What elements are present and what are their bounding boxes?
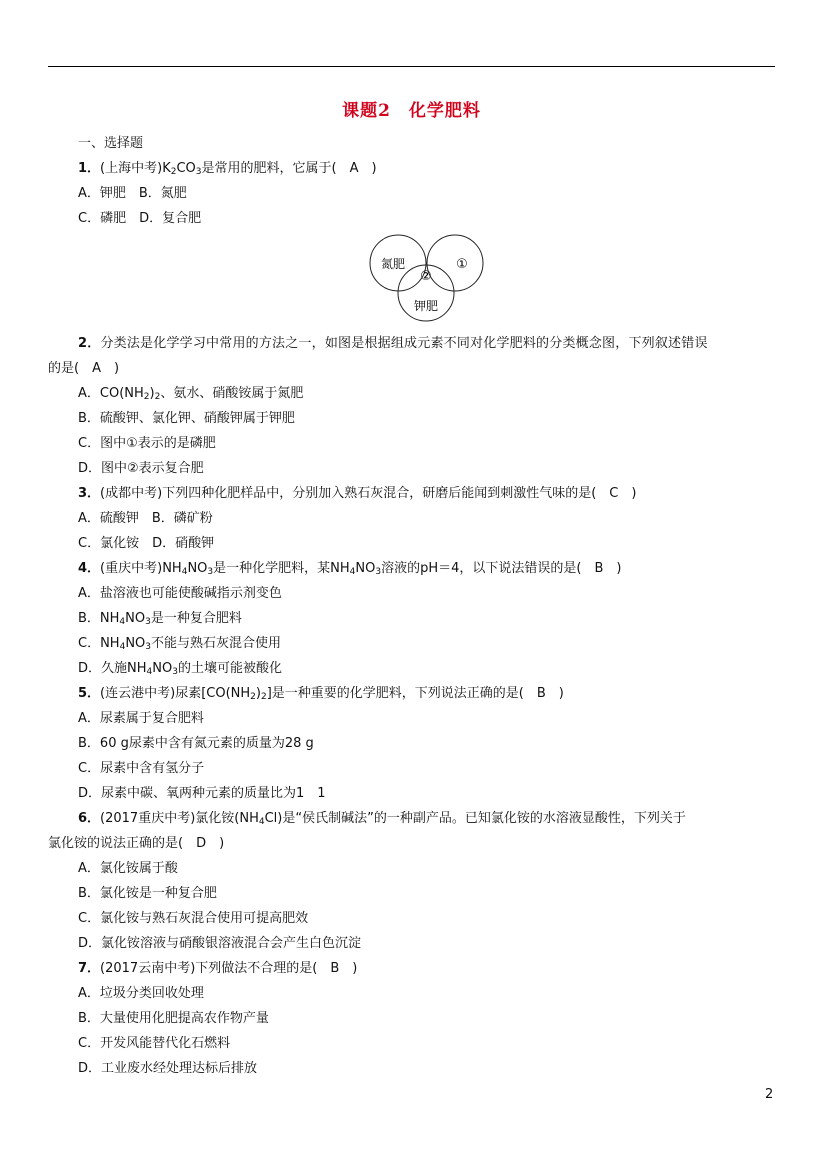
q4-option-c: C．$NH_4NO_3$不能与熟石灰混合使用 xyxy=(78,636,282,652)
q7-option-d: D．工业废水经处理达标后排放 xyxy=(78,1061,258,1076)
question-number: 6． xyxy=(78,811,101,826)
q5-option-a: A．尿素属于复合肥料 xyxy=(78,711,204,726)
question-number: 1． xyxy=(78,161,101,176)
phosphorus-circle xyxy=(427,235,483,291)
q4-option-a: A．盐溶液也可能使酸碱指示剂变色 xyxy=(78,586,282,601)
q1-options-ab: A．钾肥 B．氮肥 xyxy=(78,186,187,201)
question-4: 4．(重庆中考)$NH_4NO_3$是一种化学肥料，某$NH_4NO_3$溶液的pH＝4，以下说法错误的是( B ) xyxy=(78,561,622,577)
q2-option-d: D．图中②表示复合肥 xyxy=(78,461,204,476)
header-rule xyxy=(48,66,775,67)
question-5: 5．(连云港中考)尿素$[CO(NH_2)_2]$是一种重要的化学肥料，下列说法正确的是( B ) xyxy=(78,686,564,702)
q3-options-cd: C．氯化铵 D．硝酸钾 xyxy=(78,536,215,551)
section-heading: 一、选择题 xyxy=(78,136,144,151)
q5-option-b: B．60 g尿素中含有氮元素的质量为28 g xyxy=(78,736,314,751)
question-number: 2． xyxy=(78,336,101,351)
label-1: ① xyxy=(456,257,468,272)
q2-option-a: A．$CO(NH_2)_2$、氨水、硝酸铵属于氮肥 xyxy=(78,386,304,402)
q2-option-c: C．图中①表示的是磷肥 xyxy=(78,436,216,451)
fertilizer-venn-diagram xyxy=(368,230,488,330)
question-number: 7． xyxy=(78,961,101,976)
question-number: 4． xyxy=(78,561,101,576)
question-2: 2．分类法是化学学习中常用的方法之一，如图是根据组成元素不同对化学肥料的分类概念图，下列叙述错误 xyxy=(78,336,708,351)
q6-option-b: B．氯化铵是一种复合肥 xyxy=(78,886,217,901)
q7-option-a: A．垃圾分类回收处理 xyxy=(78,986,204,1001)
q5-option-c: C．尿素中含有氢分子 xyxy=(78,761,205,776)
q3-options-ab: A．硫酸钾 B．磷矿粉 xyxy=(78,511,213,526)
question-7: 7．(2017云南中考)下列做法不合理的是( B ) xyxy=(78,961,358,976)
question-3: 3．(成都中考)下列四种化肥样品中，分别加入熟石灰混合，研磨后能闻到刺激性气味的是( C ) xyxy=(78,486,637,501)
q6-option-d: D．氯化铵溶液与硝酸银溶液混合会产生白色沉淀 xyxy=(78,936,362,951)
q5-option-d: D．尿素中碳、氧两种元素的质量比为1 1 xyxy=(78,786,326,801)
q7-option-b: B．大量使用化肥提高农作物产量 xyxy=(78,1011,269,1026)
q6-option-a: A．氯化铵属于酸 xyxy=(78,861,178,876)
label-2: ② xyxy=(420,269,432,284)
question-6: 6．(2017重庆中考)氯化铵$(NH_4Cl)$是“侯氏制碱法”的一种副产品。已知氯化铵的水溶液显酸性，下列关于 xyxy=(78,811,686,827)
page-title: 课题2 化学肥料 xyxy=(342,101,481,121)
q4-option-d: D．久施$NH_4NO_3$的土壤可能被酸化 xyxy=(78,661,282,677)
question-number: 5． xyxy=(78,686,101,701)
question-1: 1．(上海中考)$K_2CO_3$是常用的肥料，它属于( A ) xyxy=(78,161,377,177)
page-number: 2 xyxy=(765,1087,774,1102)
label-potassium: 钾肥 xyxy=(413,299,439,313)
label-nitrogen: 氮肥 xyxy=(380,257,406,271)
q7-option-c: C．开发风能替代化石燃料 xyxy=(78,1036,231,1051)
q1-options-cd: C．磷肥 D．复合肥 xyxy=(78,211,202,226)
q6-option-c: C．氯化铵与熟石灰混合使用可提高肥效 xyxy=(78,911,309,926)
q2-option-b: B．硫酸钾、氯化钾、硝酸钾属于钾肥 xyxy=(78,411,295,426)
q2-stem-line2: 的是( A ) xyxy=(48,361,120,376)
q4-option-b: B．$NH_4NO_3$是一种复合肥料 xyxy=(78,611,242,627)
q6-stem-line2: 氯化铵的说法正确的是( D ) xyxy=(48,836,225,851)
question-number: 3． xyxy=(78,486,101,501)
